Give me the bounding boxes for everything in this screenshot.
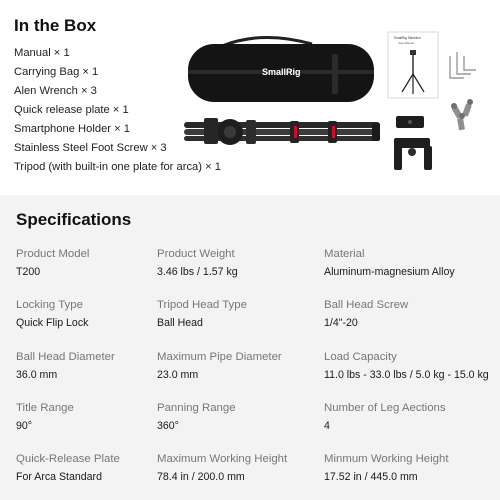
box-item-foot-screw: Stainless Steel Foot Screw × 3 xyxy=(14,142,167,154)
spec-value: 90° xyxy=(16,420,33,432)
spec-label: Tripod Head Type xyxy=(157,299,247,311)
in-the-box-section xyxy=(0,0,500,195)
spec-value: 360° xyxy=(157,420,179,432)
spec-value: 23.0 mm xyxy=(157,369,199,381)
spec-product-weight xyxy=(157,247,238,279)
spec-value: Aluminum-magnesium Alloy xyxy=(324,266,455,278)
box-item-allen-wrench: Alen Wrench × 3 xyxy=(14,85,97,97)
spec-label: Ball Head Screw xyxy=(324,299,409,311)
spec-panning-range xyxy=(157,401,236,433)
spec-value: 36.0 mm xyxy=(16,369,58,381)
spec-value: For Arca Standard xyxy=(16,471,102,483)
specifications-section xyxy=(0,195,500,500)
svg-text:User Manual: User Manual xyxy=(398,41,414,45)
spec-minimum-working-height xyxy=(324,452,449,484)
svg-text:SmallRig Selection: SmallRig Selection xyxy=(394,36,421,40)
spec-locking-type xyxy=(16,298,88,330)
spec-number-of-leg-sections xyxy=(324,401,446,433)
box-item-tripod: Tripod (with built-in one plate for arca) × 1 xyxy=(14,161,221,173)
spec-label: Material xyxy=(324,248,365,260)
spec-ball-head-diameter xyxy=(16,350,115,382)
spec-label: Panning Range xyxy=(157,402,236,414)
carrying-bag-icon xyxy=(188,37,374,102)
spec-label: Title Range xyxy=(16,402,74,414)
spec-value: 4 xyxy=(324,420,330,432)
spec-maximum-pipe-diameter xyxy=(157,350,282,382)
spec-product-model xyxy=(16,247,89,279)
spec-label: Minmum Working Height xyxy=(324,453,449,465)
spec-label: Load Capacity xyxy=(324,351,397,363)
spec-label: Product Weight xyxy=(157,248,235,260)
spec-value: Quick Flip Lock xyxy=(16,317,89,329)
in-the-box-title: In the Box xyxy=(14,16,97,35)
spec-label: Quick-Release Plate xyxy=(16,453,120,465)
spec-quick-release-plate xyxy=(16,452,120,484)
spec-ball-head-screw xyxy=(324,298,408,330)
spec-label: Maximum Working Height xyxy=(157,453,288,465)
box-item-manual: Manual × 1 xyxy=(14,47,70,59)
box-item-smartphone-holder: Smartphone Holder × 1 xyxy=(14,123,130,135)
spec-value: T200 xyxy=(16,266,41,278)
box-item-carrying-bag: Carrying Bag × 1 xyxy=(14,66,99,78)
spec-label: Product Model xyxy=(16,248,90,260)
box-item-quick-release-plate: Quick release plate × 1 xyxy=(14,104,129,116)
product-contents-image xyxy=(182,30,482,195)
spec-value: Ball Head xyxy=(157,317,203,329)
quick-release-plate-icon xyxy=(396,116,424,128)
spec-value: 17.52 in / 445.0 mm xyxy=(324,471,418,483)
spec-label: Ball Head Diameter xyxy=(16,351,115,363)
tripod-icon xyxy=(184,118,380,145)
svg-text:SmallRig: SmallRig xyxy=(262,67,301,77)
manual-icon xyxy=(388,32,438,98)
spec-maximum-working-height xyxy=(157,452,287,484)
spec-material xyxy=(324,247,455,279)
smartphone-holder-icon xyxy=(394,138,432,170)
spec-load-capacity xyxy=(324,350,489,382)
spec-value: 11.0 lbs - 33.0 lbs / 5.0 kg - 15.0 kg xyxy=(324,369,489,381)
spec-tripod-head-type xyxy=(157,298,247,330)
spec-value: 3.46 lbs / 1.57 kg xyxy=(157,266,238,278)
spec-tilt-range xyxy=(16,401,74,433)
spec-label: Locking Type xyxy=(16,299,83,311)
spec-label: Number of Leg Aections xyxy=(324,402,446,414)
spec-value: 1/4"-20 xyxy=(324,317,358,329)
specifications-title: Specifications xyxy=(16,210,132,229)
spec-label: Maximum Pipe Diameter xyxy=(157,351,282,363)
spec-value: 78.4 in / 200.0 mm xyxy=(157,471,245,483)
allen-wrench-icon xyxy=(450,52,476,78)
foot-screw-icon xyxy=(451,99,473,130)
